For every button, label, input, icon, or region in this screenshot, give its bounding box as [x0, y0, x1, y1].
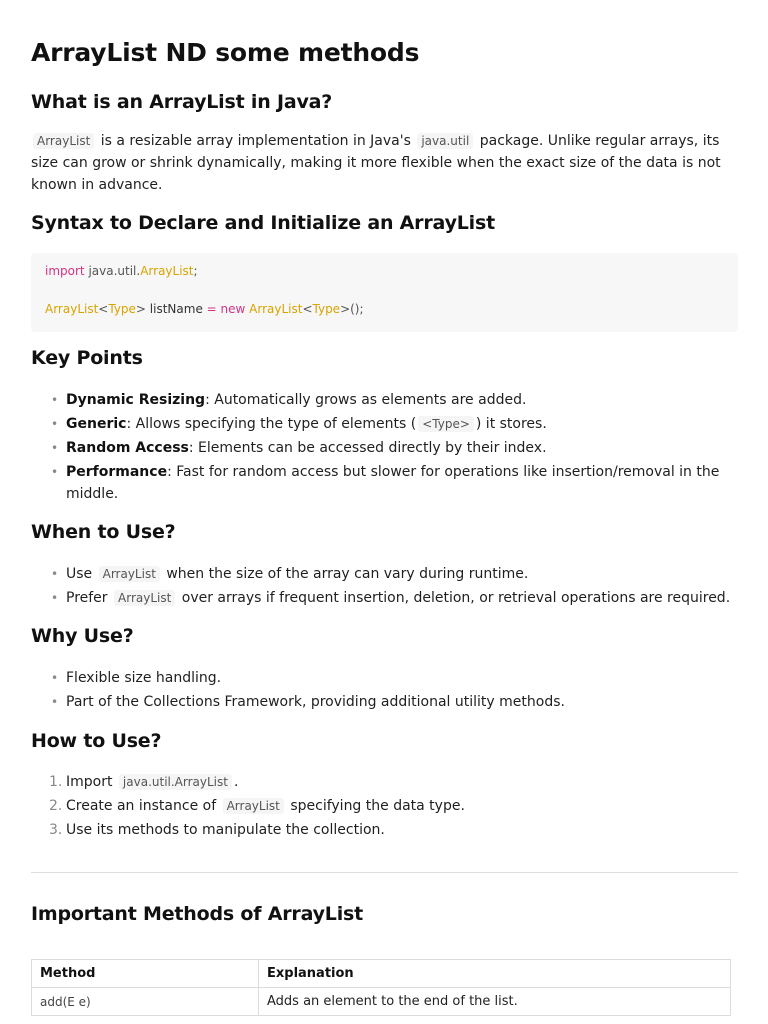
- inline-code-java-util: java.util: [417, 133, 473, 149]
- heading-how-to-use: How to Use?: [31, 730, 162, 752]
- intro-text-1: is a resizable array implementation in Java's: [96, 133, 416, 149]
- list-item: 3. Use its methods to manipulate the collection.: [49, 822, 385, 838]
- inline-code-arraylist: ArrayList: [223, 798, 284, 814]
- why-use-list: [31, 667, 738, 715]
- page-title: ArrayList ND some methods: [31, 38, 420, 67]
- list-item: • Random Access: Elements can be accessed directly by their index.: [31, 437, 738, 459]
- code-line-import: import java.util.ArrayList;: [45, 264, 198, 278]
- heading-why-use: Why Use?: [31, 625, 134, 647]
- divider: [31, 872, 738, 873]
- list-item: • Generic: Allows specifying the type of elements ( <Type> ) it stores.: [31, 413, 738, 435]
- intro-text-2: package. Unlike regular arrays, its size can grow or shrink dynamically, making it more flexible when the exact size of the data is not known in advance.: [31, 133, 721, 193]
- list-item: • Prefer ArrayList over arrays if frequent insertion, deletion, or retrieval operations are required.: [31, 587, 738, 609]
- list-item: • Dynamic Resizing: Automatically grows as elements are added.: [31, 389, 738, 411]
- heading-what-is-arraylist: What is an ArrayList in Java?: [31, 91, 333, 113]
- code-block: [31, 253, 738, 332]
- method-cell: add(E e): [32, 988, 259, 1016]
- list-item: • Flexible size handling.: [31, 667, 738, 689]
- list-item: 1. Import java.util.ArrayList .: [49, 774, 239, 790]
- column-header-method: Method: [32, 960, 259, 988]
- table-header-row: [32, 960, 731, 988]
- inline-code-arraylist: ArrayList: [99, 566, 160, 582]
- inline-code-type: <Type>: [418, 416, 474, 432]
- list-item: • Use ArrayList when the size of the array can vary during runtime.: [31, 563, 738, 585]
- key-points-list: [31, 389, 738, 507]
- table-row: [32, 988, 731, 1016]
- list-item: • Part of the Collections Framework, providing additional utility methods.: [31, 691, 738, 713]
- heading-syntax: Syntax to Declare and Initialize an ArrayList: [31, 212, 495, 234]
- inline-code-arraylist: ArrayList: [114, 590, 175, 606]
- how-to-use-list: [31, 771, 738, 843]
- heading-important-methods: Important Methods of ArrayList: [31, 903, 364, 925]
- heading-when-to-use: When to Use?: [31, 521, 176, 543]
- list-item: • Performance: Fast for random access but slower for operations like insertion/removal in the middle.: [31, 461, 738, 505]
- list-item: 2. Create an instance of ArrayList specifying the data type.: [49, 798, 465, 814]
- code-line-declare: ArrayList<Type> listName = new ArrayList<Type>();: [45, 302, 364, 316]
- when-to-use-list: [31, 563, 738, 611]
- explanation-cell: Adds an element to the end of the list.: [259, 988, 731, 1016]
- inline-code-java-util-arraylist: java.util.ArrayList: [119, 774, 232, 790]
- column-header-explanation: Explanation: [259, 960, 731, 988]
- inline-code-arraylist: ArrayList: [33, 133, 94, 149]
- intro-paragraph: [31, 130, 738, 196]
- methods-table: [31, 959, 731, 1016]
- heading-key-points: Key Points: [31, 347, 143, 369]
